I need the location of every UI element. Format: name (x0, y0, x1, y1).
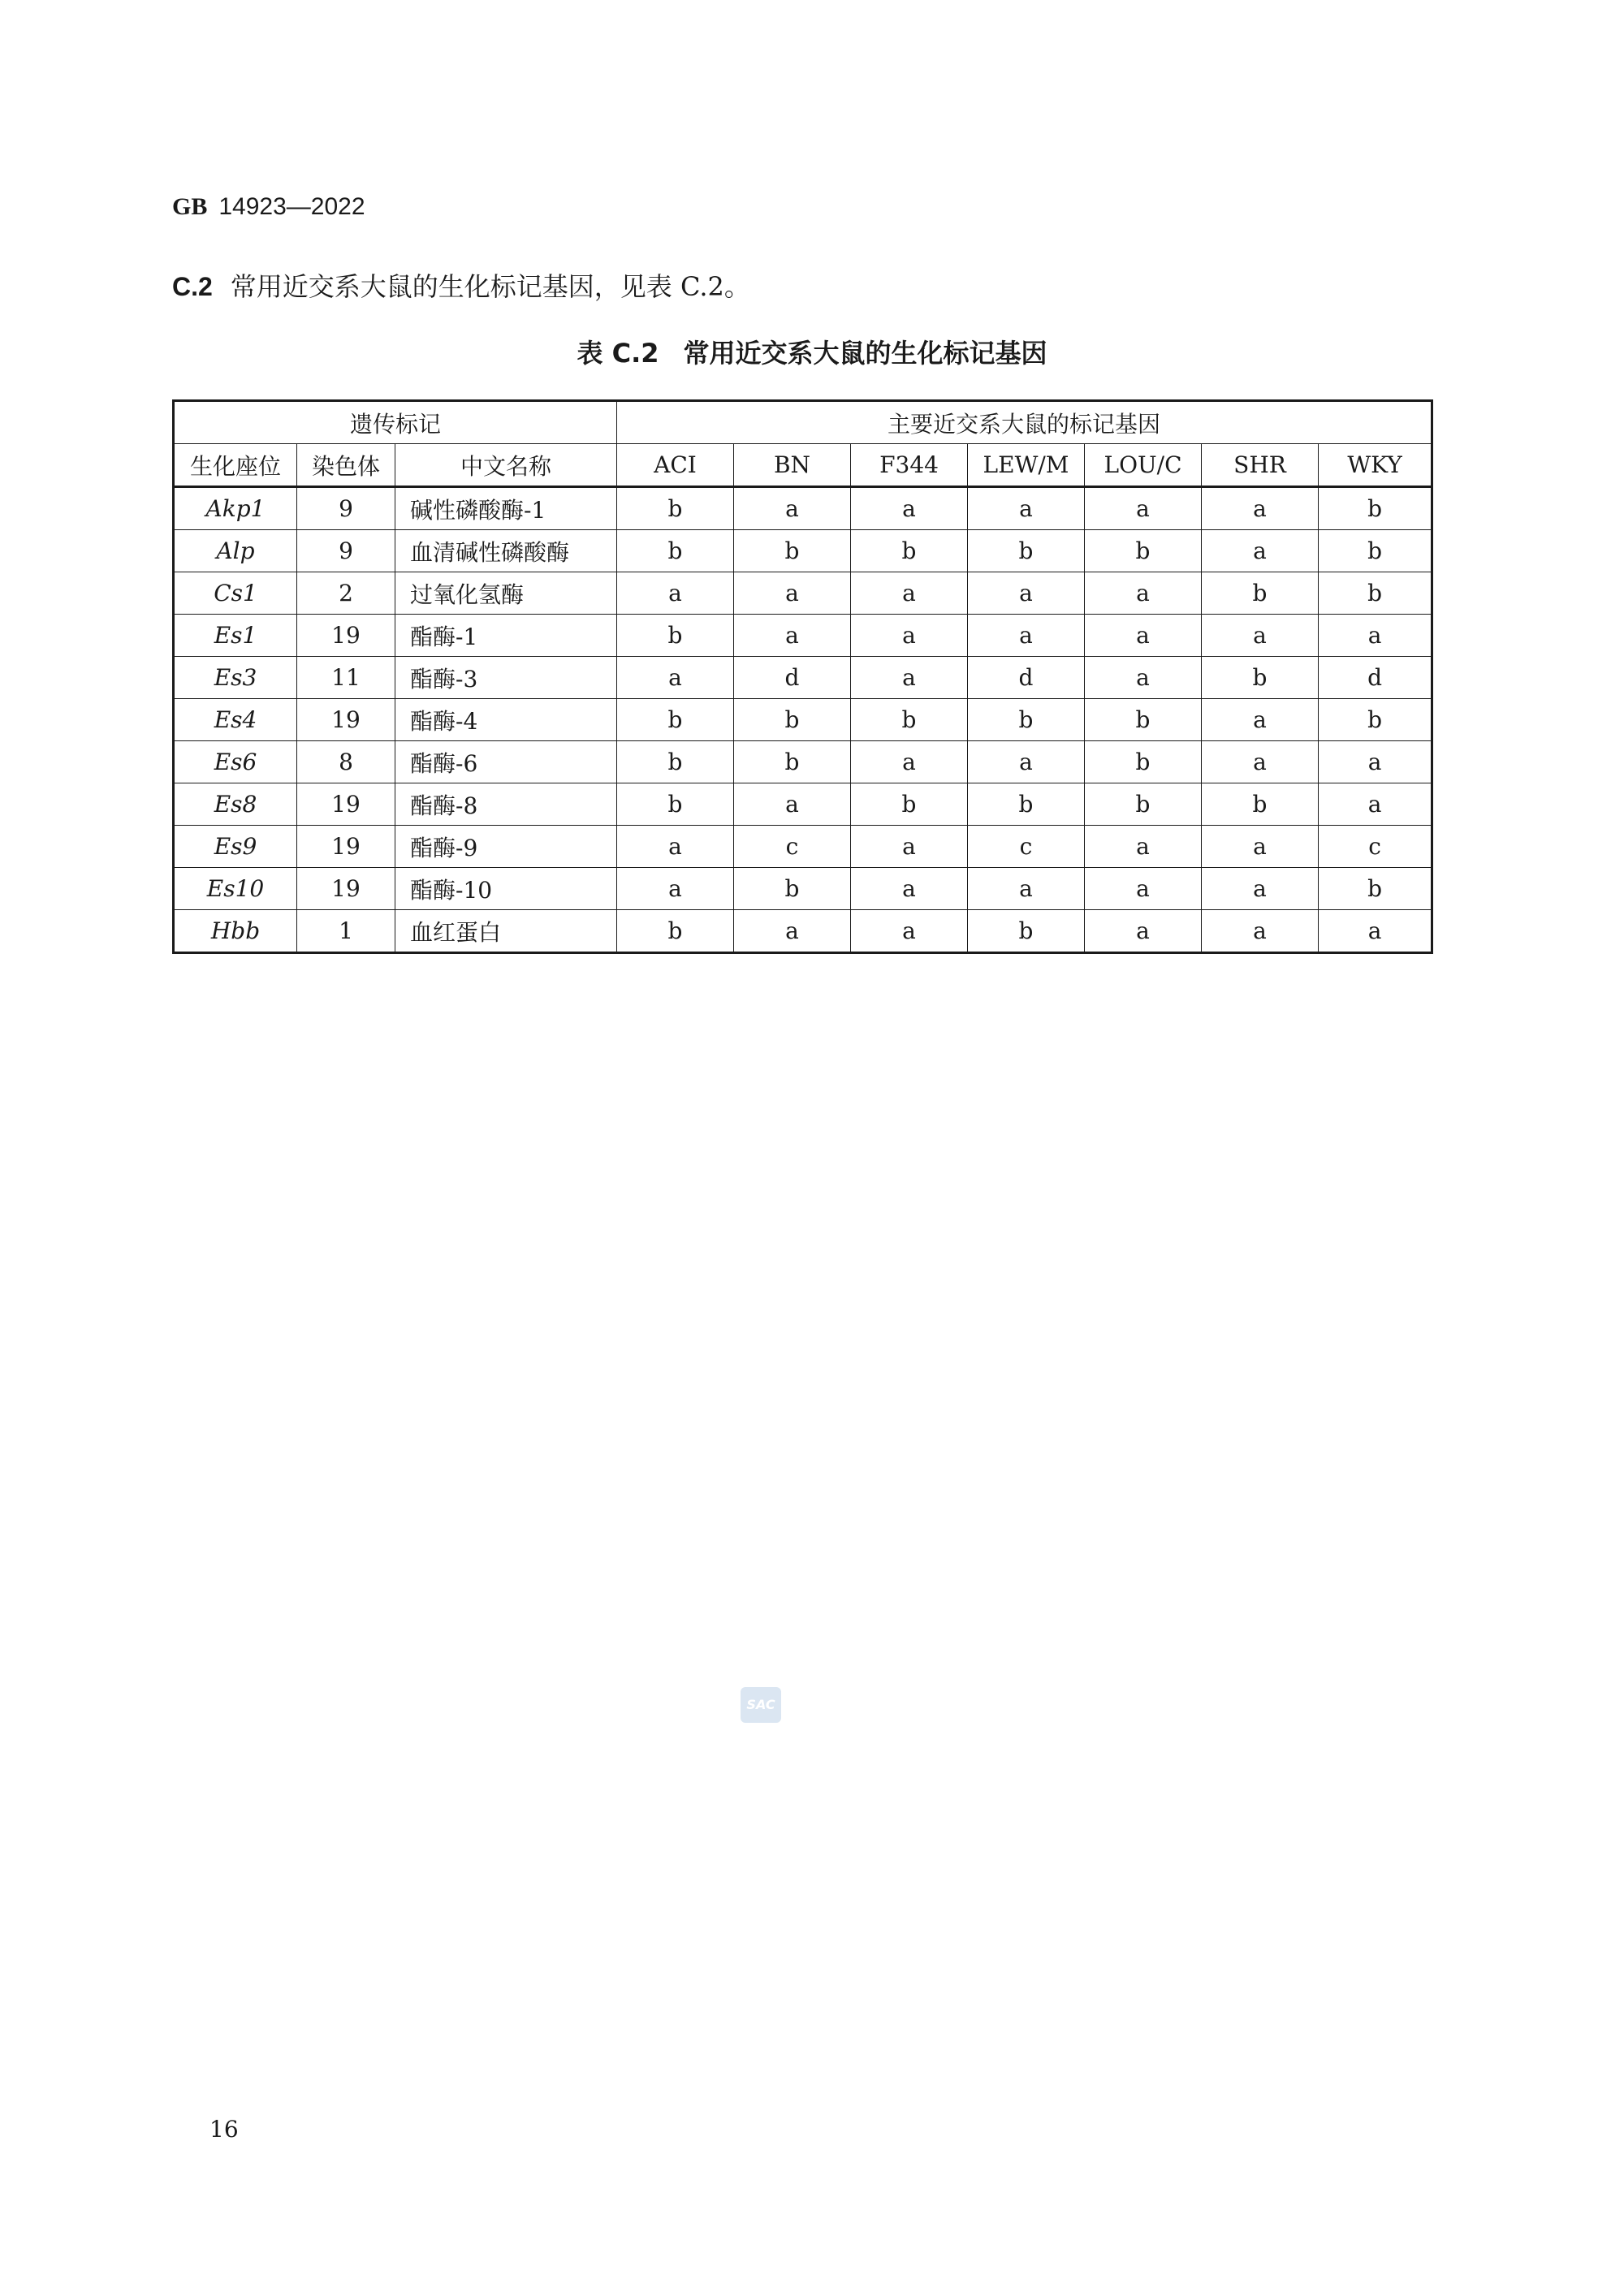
allele-cell: a (1319, 615, 1432, 657)
table-row (174, 783, 1432, 826)
allele-cell: b (1202, 572, 1319, 615)
allele-cell: d (734, 657, 851, 699)
chromosome-cell: 19 (297, 699, 395, 741)
allele-cell: a (851, 826, 968, 868)
chromosome-cell: 19 (297, 615, 395, 657)
locus-cell: Es10 (174, 868, 297, 910)
table-row (174, 826, 1432, 868)
allele-cell: a (734, 487, 851, 530)
allele-cell: d (1319, 657, 1432, 699)
allele-cell: b (968, 783, 1085, 826)
locus-cell: Es3 (174, 657, 297, 699)
allele-cell: b (1202, 783, 1319, 826)
document-header (172, 193, 365, 221)
table-row (174, 910, 1432, 953)
allele-cell: a (617, 572, 734, 615)
allele-cell: a (968, 615, 1085, 657)
locus-cell: Es9 (174, 826, 297, 868)
allele-cell: c (1319, 826, 1432, 868)
allele-cell: a (1202, 615, 1319, 657)
chinese-name-cell: 过氧化氢酶 (395, 572, 617, 615)
table-body (174, 487, 1432, 953)
allele-cell: a (968, 572, 1085, 615)
chinese-name-cell: 碱性磷酸酶-1 (395, 487, 617, 530)
allele-cell: a (1085, 868, 1202, 910)
allele-cell: b (1319, 868, 1432, 910)
allele-cell: a (851, 572, 968, 615)
allele-cell: b (851, 699, 968, 741)
table-caption (0, 333, 1624, 370)
table-row (174, 615, 1432, 657)
column-header: 生化座位 (174, 444, 297, 487)
allele-cell: a (617, 826, 734, 868)
chinese-name-cell: 酯酶-3 (395, 657, 617, 699)
allele-cell: b (617, 783, 734, 826)
chromosome-cell: 19 (297, 783, 395, 826)
allele-cell: b (617, 910, 734, 953)
allele-cell: a (1085, 572, 1202, 615)
chinese-name-cell: 酯酶-9 (395, 826, 617, 868)
column-header: SHR (1202, 444, 1319, 487)
allele-cell: b (1085, 783, 1202, 826)
chromosome-cell: 1 (297, 910, 395, 953)
allele-cell: a (1085, 657, 1202, 699)
allele-cell: b (617, 741, 734, 783)
allele-cell: a (1085, 615, 1202, 657)
column-header: BN (734, 444, 851, 487)
allele-cell: a (968, 487, 1085, 530)
locus-cell: Akp1 (174, 487, 297, 530)
chromosome-cell: 2 (297, 572, 395, 615)
allele-cell: a (1085, 487, 1202, 530)
chromosome-cell: 11 (297, 657, 395, 699)
section-text: 常用近交系大鼠的生化标记基因，见表 C.2。 (230, 271, 750, 302)
chromosome-cell: 19 (297, 826, 395, 868)
allele-cell: a (968, 868, 1085, 910)
allele-cell: a (851, 657, 968, 699)
chromosome-cell: 19 (297, 868, 395, 910)
table-row (174, 572, 1432, 615)
group-header-strain-genes: 主要近交系大鼠的标记基因 (617, 401, 1432, 444)
allele-cell: b (1085, 741, 1202, 783)
allele-cell: b (617, 615, 734, 657)
allele-cell: b (617, 487, 734, 530)
column-header: LEW/M (968, 444, 1085, 487)
table-row (174, 868, 1432, 910)
allele-cell: b (1319, 699, 1432, 741)
group-header-row (174, 401, 1432, 444)
allele-cell: c (968, 826, 1085, 868)
column-header: 染色体 (297, 444, 395, 487)
allele-cell: b (734, 699, 851, 741)
column-header-row (174, 444, 1432, 487)
table-title-text: 常用近交系大鼠的生化标记基因 (683, 338, 1047, 369)
allele-cell: c (734, 826, 851, 868)
table-row (174, 657, 1432, 699)
chinese-name-cell: 酯酶-8 (395, 783, 617, 826)
allele-cell: b (851, 530, 968, 572)
allele-cell: d (968, 657, 1085, 699)
locus-cell: Cs1 (174, 572, 297, 615)
table-row (174, 699, 1432, 741)
allele-cell: a (851, 487, 968, 530)
column-header: F344 (851, 444, 968, 487)
allele-cell: b (968, 530, 1085, 572)
allele-cell: a (1202, 530, 1319, 572)
allele-cell: b (734, 741, 851, 783)
allele-cell: a (851, 868, 968, 910)
allele-cell: b (734, 868, 851, 910)
chinese-name-cell: 酯酶-6 (395, 741, 617, 783)
allele-cell: a (851, 910, 968, 953)
allele-cell: a (1319, 910, 1432, 953)
chromosome-cell: 9 (297, 530, 395, 572)
allele-cell: b (734, 530, 851, 572)
allele-cell: a (851, 615, 968, 657)
chinese-name-cell: 酯酶-10 (395, 868, 617, 910)
table-row (174, 487, 1432, 530)
standard-prefix: GB (172, 193, 208, 220)
allele-cell: a (1202, 910, 1319, 953)
table-number: 表 C.2 (577, 338, 659, 369)
allele-cell: b (617, 530, 734, 572)
allele-cell: a (1085, 910, 1202, 953)
allele-cell: b (617, 699, 734, 741)
page-number: 16 (209, 2116, 239, 2143)
column-header: 中文名称 (395, 444, 617, 487)
chinese-name-cell: 酯酶-4 (395, 699, 617, 741)
column-header: WKY (1319, 444, 1432, 487)
allele-cell: b (1319, 572, 1432, 615)
allele-cell: a (968, 741, 1085, 783)
allele-cell: b (1202, 657, 1319, 699)
column-header: ACI (617, 444, 734, 487)
table-row (174, 741, 1432, 783)
allele-cell: a (1202, 487, 1319, 530)
locus-cell: Es1 (174, 615, 297, 657)
chinese-name-cell: 酯酶-1 (395, 615, 617, 657)
chinese-name-cell: 血清碱性磷酸酶 (395, 530, 617, 572)
allele-cell: b (1319, 487, 1432, 530)
allele-cell: a (734, 572, 851, 615)
allele-cell: b (1319, 530, 1432, 572)
locus-cell: Alp (174, 530, 297, 572)
section-paragraph (172, 266, 750, 304)
allele-cell: a (734, 615, 851, 657)
group-header-genetic-marker: 遗传标记 (174, 401, 617, 444)
section-number: C.2 (172, 272, 213, 301)
allele-cell: a (1202, 826, 1319, 868)
column-header: LOU/C (1085, 444, 1202, 487)
allele-cell: b (968, 699, 1085, 741)
table-row (174, 530, 1432, 572)
marker-gene-table (172, 399, 1433, 954)
allele-cell: a (1202, 699, 1319, 741)
standard-number: 14923—2022 (218, 193, 365, 220)
allele-cell: b (1085, 699, 1202, 741)
allele-cell: a (1085, 826, 1202, 868)
sac-watermark-logo: SAC (741, 1687, 781, 1723)
chromosome-cell: 9 (297, 487, 395, 530)
allele-cell: a (1202, 868, 1319, 910)
allele-cell: b (968, 910, 1085, 953)
allele-cell: b (851, 783, 968, 826)
locus-cell: Es4 (174, 699, 297, 741)
allele-cell: a (734, 783, 851, 826)
chromosome-cell: 8 (297, 741, 395, 783)
allele-cell: a (1319, 741, 1432, 783)
allele-cell: a (734, 910, 851, 953)
chinese-name-cell: 血红蛋白 (395, 910, 617, 953)
locus-cell: Es8 (174, 783, 297, 826)
allele-cell: a (617, 657, 734, 699)
locus-cell: Es6 (174, 741, 297, 783)
locus-cell: Hbb (174, 910, 297, 953)
allele-cell: a (1202, 741, 1319, 783)
allele-cell: a (851, 741, 968, 783)
allele-cell: b (1085, 530, 1202, 572)
allele-cell: a (617, 868, 734, 910)
allele-cell: a (1319, 783, 1432, 826)
